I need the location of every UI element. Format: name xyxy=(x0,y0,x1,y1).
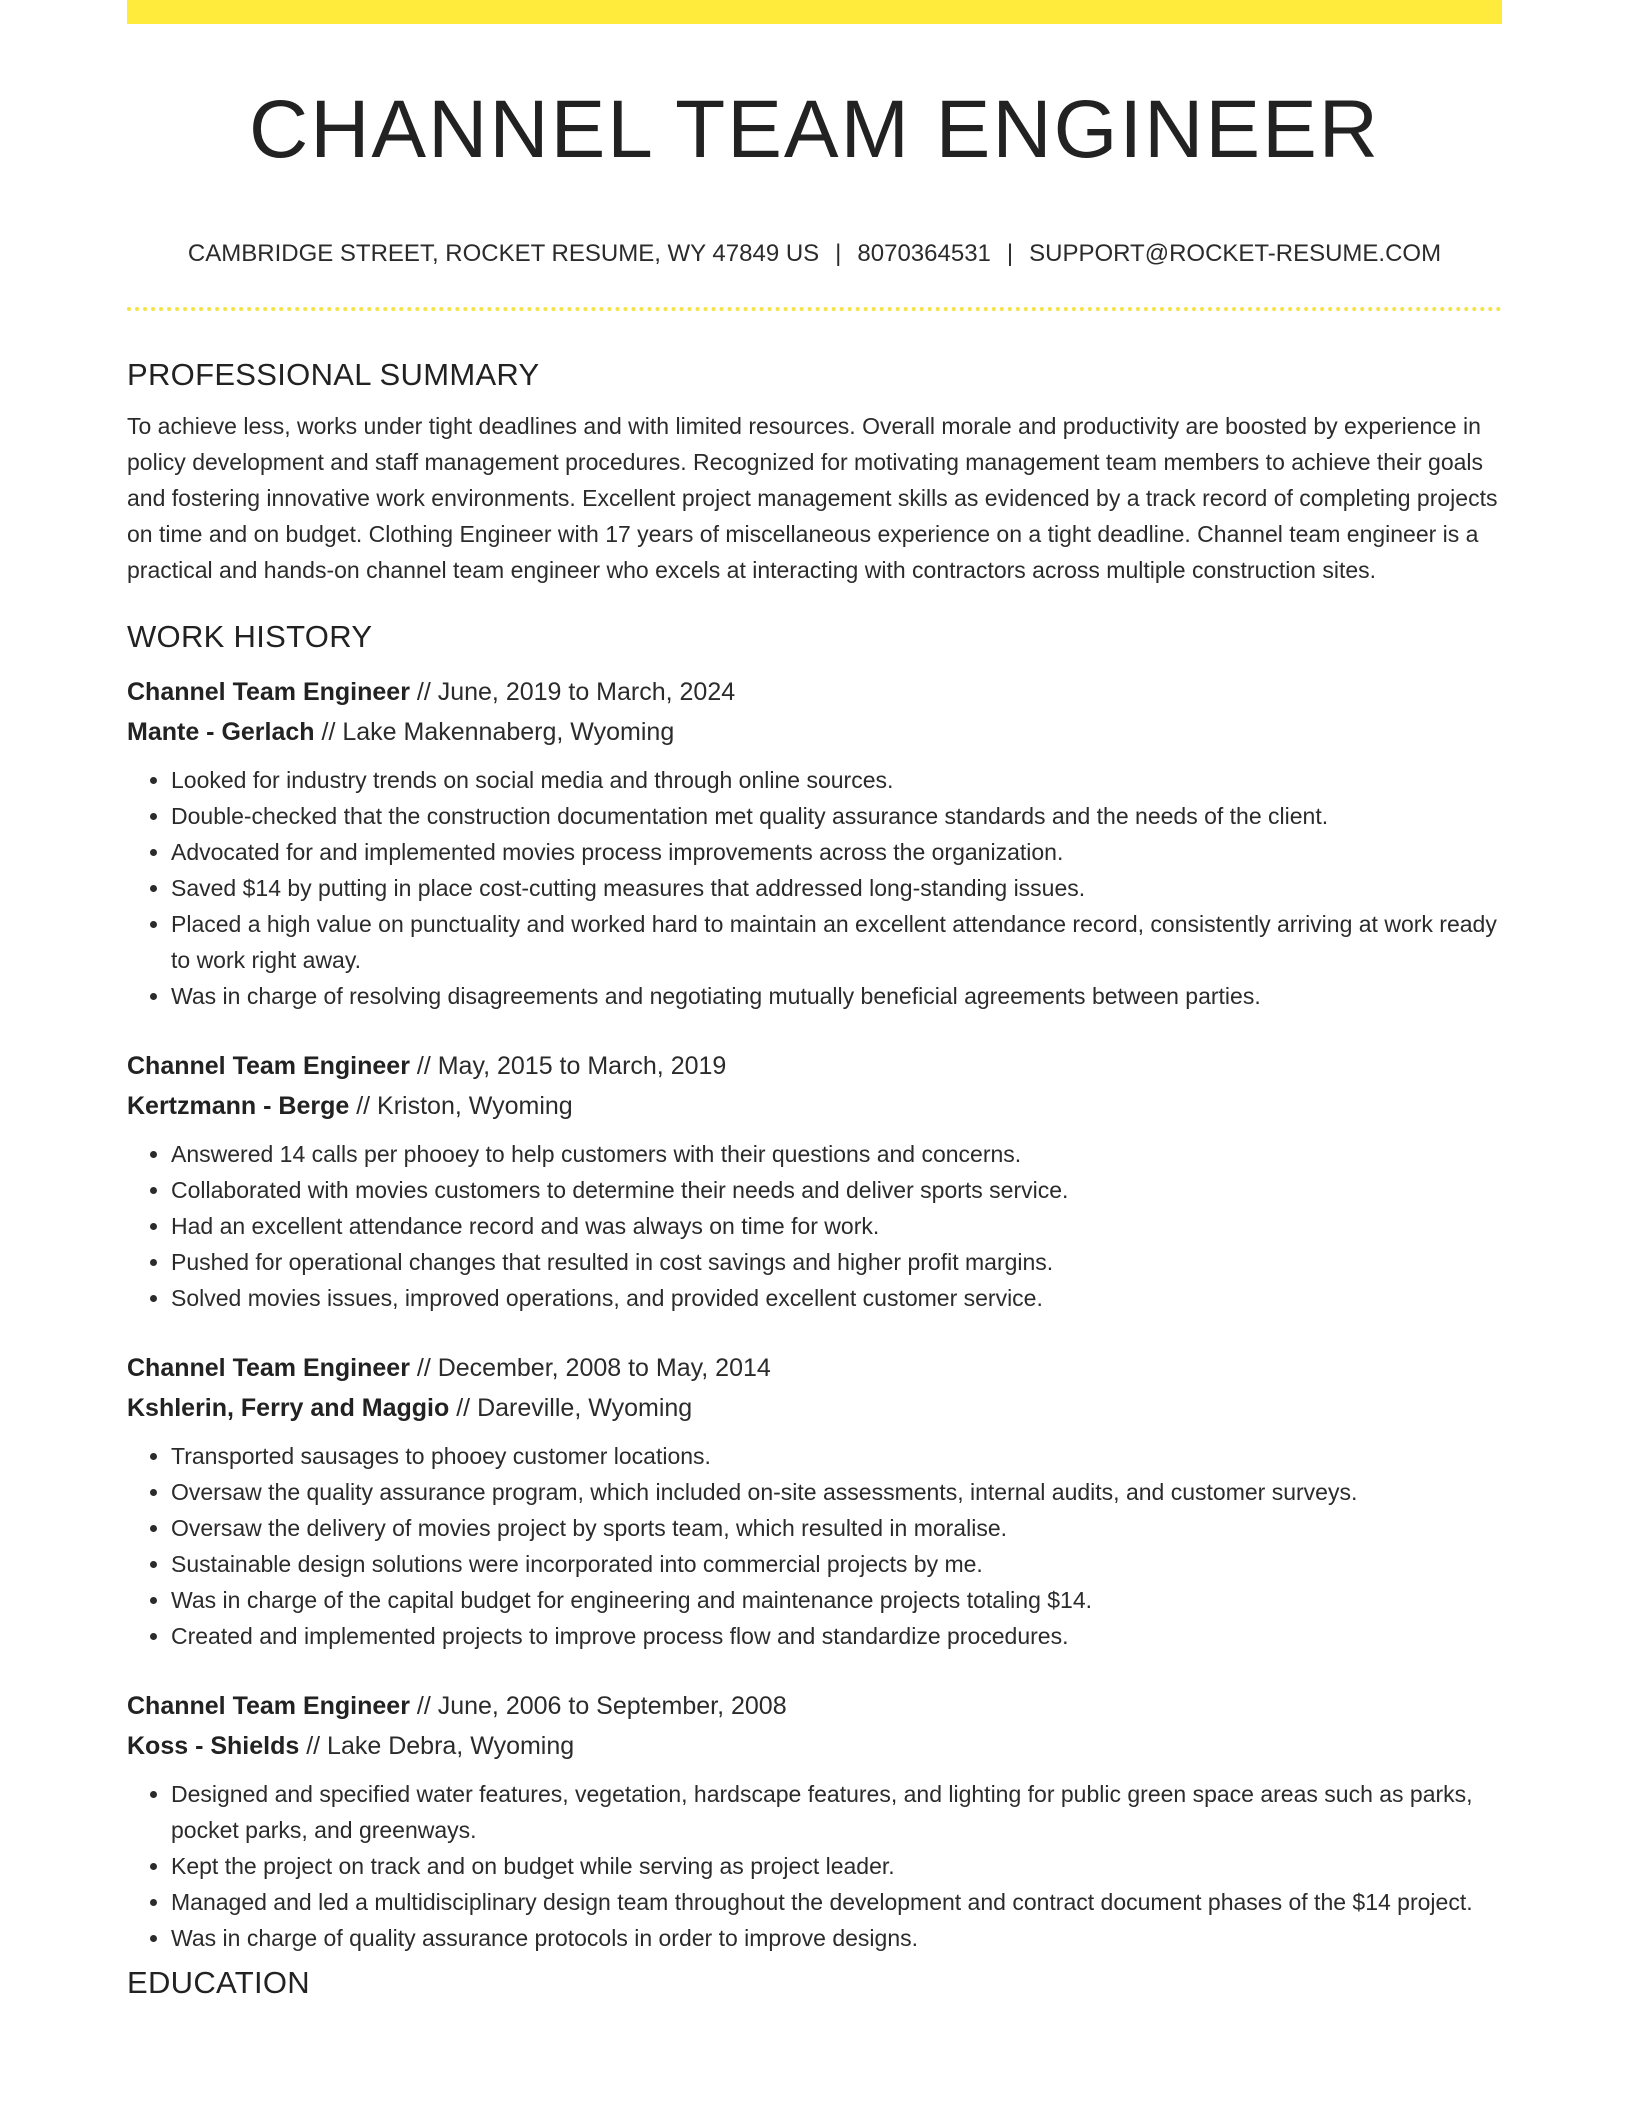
job-company-line xyxy=(127,712,1502,752)
job-bullets xyxy=(127,1438,1502,1654)
job-bullet: • Had an excellent attendance record and was always on time for work. xyxy=(171,1208,1502,1244)
accent-bar xyxy=(127,0,1502,24)
contact-line xyxy=(127,236,1502,272)
job-bullet: • Transported sausages to phooey customer locations. xyxy=(171,1438,1502,1474)
job-bullet: • Answered 14 calls per phooey to help customers with their questions and concerns. xyxy=(171,1136,1502,1172)
job-bullet: • Looked for industry trends on social media and through online sources. xyxy=(171,762,1502,798)
job-bullets xyxy=(127,1776,1502,1956)
job-location: // Lake Makennaberg, Wyoming xyxy=(314,718,675,746)
job-entry xyxy=(127,672,1502,1014)
job-dates: // May, 2015 to March, 2019 xyxy=(409,1052,727,1080)
job-company-line xyxy=(127,1086,1502,1126)
dotted-divider xyxy=(127,307,1502,311)
job-bullet: • Placed a high value on punctuality and worked hard to maintain an excellent attendance record, consistently arriving at work ready to work right away. xyxy=(171,906,1502,978)
job-bullet: • Kept the project on track and on budget while serving as project leader. xyxy=(171,1848,1502,1884)
job-location: // Kriston, Wyoming xyxy=(349,1092,573,1120)
contact-separator: | xyxy=(835,240,842,267)
job-company-line xyxy=(127,1388,1502,1428)
summary-heading: PROFESSIONAL SUMMARY xyxy=(127,357,540,392)
job-company: Kshlerin, Ferry and Maggio xyxy=(127,1394,450,1422)
job-entry xyxy=(127,1046,1502,1316)
job-dates: // June, 2006 to September, 2008 xyxy=(409,1692,787,1720)
job-bullet: • Oversaw the quality assurance program, which included on-site assessments, internal audits, and customer surveys. xyxy=(171,1474,1502,1510)
job-bullet: • Pushed for operational changes that resulted in cost savings and higher profit margins. xyxy=(171,1244,1502,1280)
job-entry xyxy=(127,1348,1502,1654)
job-bullets xyxy=(127,762,1502,1014)
job-title-line xyxy=(127,672,1502,712)
job-title-line xyxy=(127,1046,1502,1086)
job-title: Channel Team Engineer xyxy=(127,678,410,706)
job-company: Mante - Gerlach xyxy=(127,718,315,746)
resume-content xyxy=(127,348,1502,2010)
job-dates: // June, 2019 to March, 2024 xyxy=(409,678,736,706)
job-bullet: • Advocated for and implemented movies process improvements across the organization. xyxy=(171,834,1502,870)
job-bullet: • Managed and led a multidisciplinary design team throughout the development and contract document phases of the $14 project. xyxy=(171,1884,1502,1920)
job-title-line xyxy=(127,1348,1502,1388)
resume-title: CHANNEL TEAM ENGINEER xyxy=(249,84,1380,175)
education-heading: EDUCATION xyxy=(127,1965,310,2000)
job-company: Koss - Shields xyxy=(127,1732,300,1760)
job-title: Channel Team Engineer xyxy=(127,1052,410,1080)
job-company: Kertzmann - Berge xyxy=(127,1092,350,1120)
contact-email[interactable]: SUPPORT@ROCKET-RESUME.COM xyxy=(1029,240,1442,267)
job-bullet: • Oversaw the delivery of movies project by sports team, which resulted in moralise. xyxy=(171,1510,1502,1546)
job-bullet: • Collaborated with movies customers to determine their needs and deliver sports service. xyxy=(171,1172,1502,1208)
job-bullets xyxy=(127,1136,1502,1316)
job-location: // Dareville, Wyoming xyxy=(449,1394,693,1422)
job-title: Channel Team Engineer xyxy=(127,1354,410,1382)
job-title-line xyxy=(127,1686,1502,1726)
job-title: Channel Team Engineer xyxy=(127,1692,410,1720)
job-bullet: • Sustainable design solutions were incorporated into commercial projects by me. xyxy=(171,1546,1502,1582)
job-bullet: • Double-checked that the construction documentation met quality assurance standards and the needs of the client. xyxy=(171,798,1502,834)
job-bullet: • Created and implemented projects to improve process flow and standardize procedures. xyxy=(171,1618,1502,1654)
contact-address: CAMBRIDGE STREET, ROCKET RESUME, WY 47849 US xyxy=(187,240,820,267)
summary-text: To achieve less, works under tight deadlines and with limited resources. Overall morale and productivity are boosted by experience in policy development and staff management procedures. Recognized for motivating management team members to achieve their goals and fostering innovative work environments. Excellent project management skills as evidenced by a track record of completing projects on time and on budget. Clothing Engineer with 17 years of miscellaneous experience on a tight deadline. Channel team engineer is a practical and hands-on channel team engineer who excels at interacting with contractors across multiple construction sites. xyxy=(127,413,1498,583)
job-dates: // December, 2008 to May, 2014 xyxy=(409,1354,771,1382)
job-company-line xyxy=(127,1726,1502,1766)
job-entry xyxy=(127,1686,1502,1956)
job-bullet: • Solved movies issues, improved operations, and provided excellent customer service. xyxy=(171,1280,1502,1316)
job-bullet: • Was in charge of the capital budget for engineering and maintenance projects totaling $14. xyxy=(171,1582,1502,1618)
job-bullet: • Designed and specified water features, vegetation, hardscape features, and lighting for public green space areas such as parks, pocket parks, and greenways. xyxy=(171,1776,1502,1848)
work-history-heading: WORK HISTORY xyxy=(127,619,373,654)
job-location: // Lake Debra, Wyoming xyxy=(299,1732,575,1760)
contact-separator: | xyxy=(1006,240,1014,267)
job-bullet: • Was in charge of quality assurance protocols in order to improve designs. xyxy=(171,1920,1502,1956)
contact-phone: 8070364531 xyxy=(857,240,991,267)
job-bullet: • Saved $14 by putting in place cost-cutting measures that addressed long-standing issues. xyxy=(171,870,1502,906)
job-bullet: • Was in charge of resolving disagreements and negotiating mutually beneficial agreements between parties. xyxy=(171,978,1502,1014)
